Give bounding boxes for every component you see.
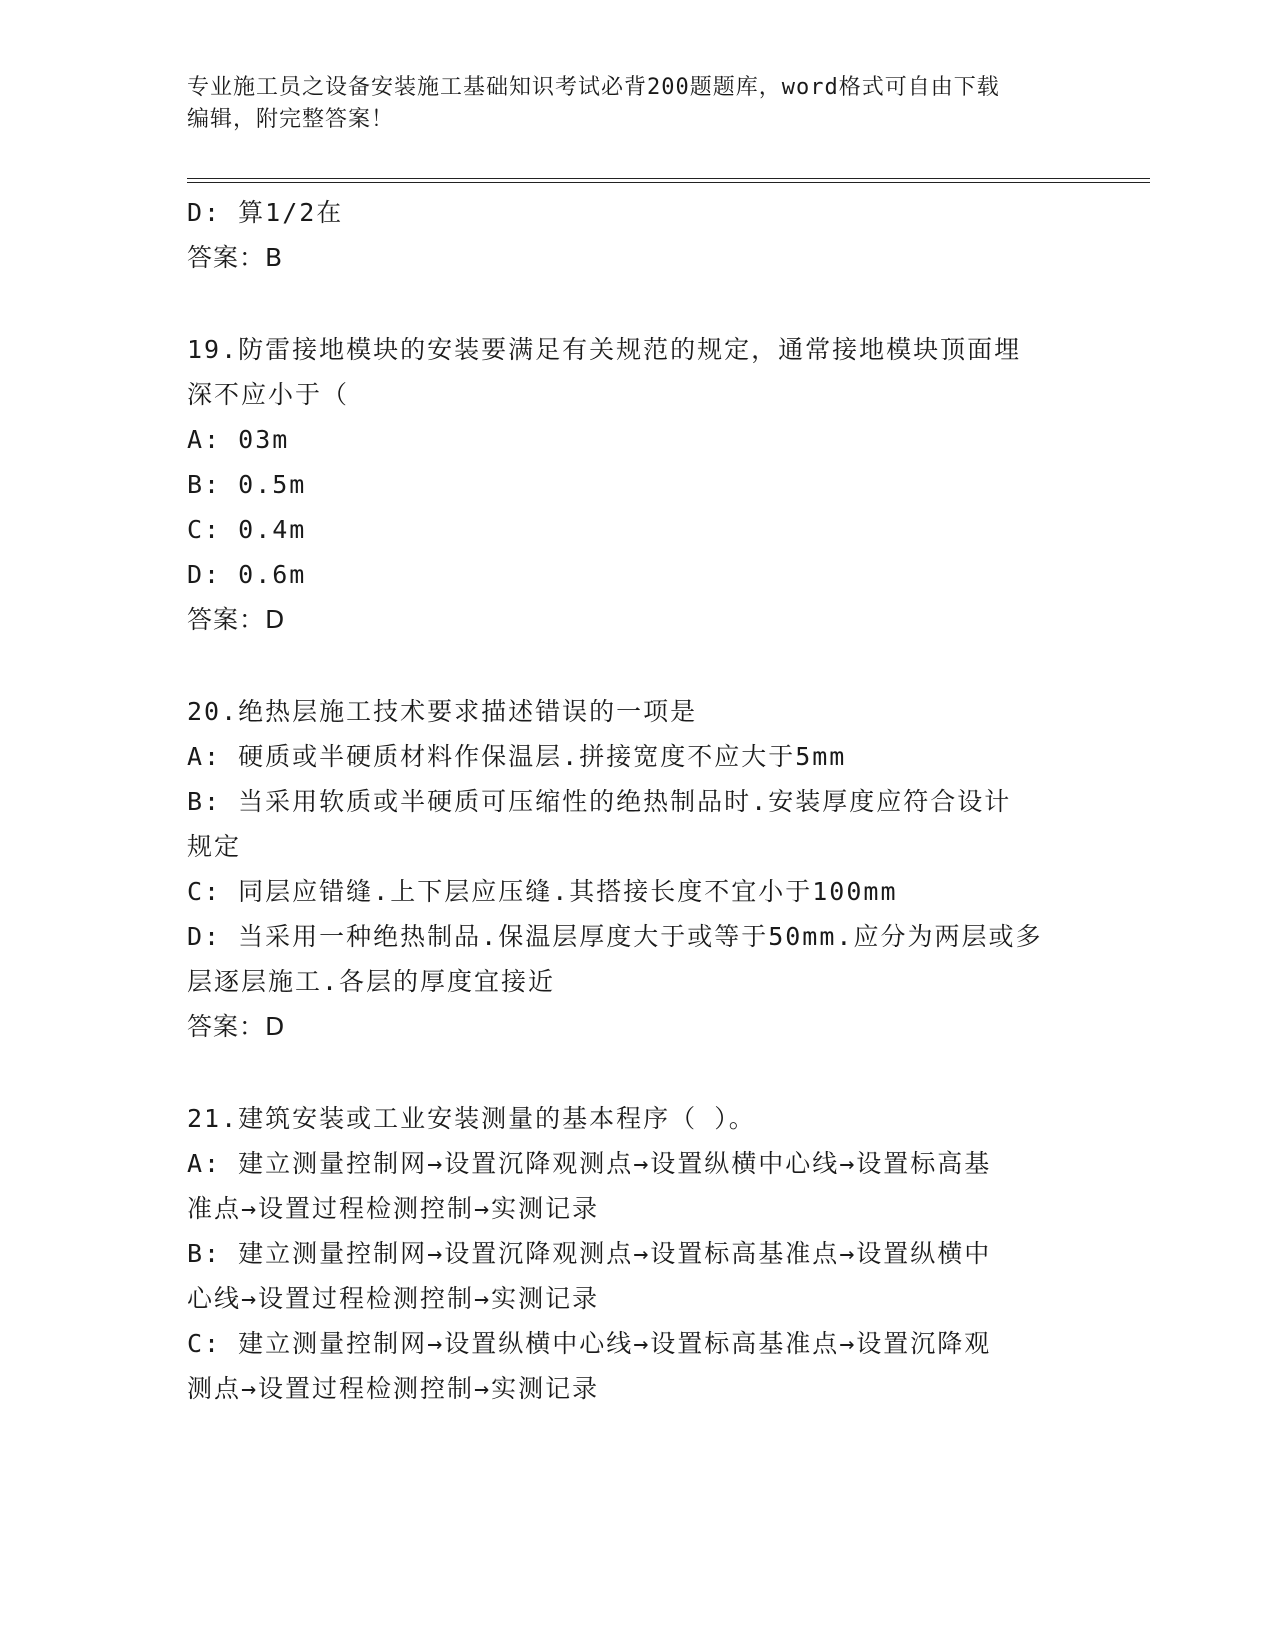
option-c: C: 建立测量控制网→设置纵横中心线→设置标高基准点→设置沉降观 [187,1329,992,1358]
option-a: A: 建立测量控制网→设置沉降观测点→设置纵横中心线→设置标高基 [187,1149,992,1178]
spacer [187,642,1087,689]
option-b: B: 建立测量控制网→设置沉降观测点→设置标高基准点→设置纵横中 [187,1239,992,1268]
option-b: B: 当采用软质或半硬质可压缩性的绝热制品时.安装厚度应符合设计 [187,787,1012,816]
answer-label: 答案：D [187,605,286,634]
option-c: C: 0.4m [187,515,307,544]
option-d: D: 当采用一种绝热制品.保温层厚度大于或等于50mm.应分为两层或多 [187,922,1043,951]
option-c-continued: 测点→设置过程检测控制→实测记录 [187,1374,600,1403]
answer-label: 答案：D [187,1012,286,1041]
option-a: A: 硬质或半硬质材料作保温层.拼接宽度不应大于5mm [187,742,847,771]
option-d-continued: 层逐层施工.各层的厚度宜接近 [187,967,556,996]
option-b-continued: 规定 [187,832,242,861]
spacer [187,1049,1087,1096]
question-stem: 20.绝热层施工技术要求描述错误的一项是 [187,697,698,726]
question-stem: 21.建筑安装或工业安装测量的基本程序（ ）。 [187,1104,756,1133]
option-c: C: 同层应错缝.上下层应压缝.其搭接长度不宜小于100mm [187,877,898,906]
question-19 [187,327,1087,642]
document-header [187,72,1087,136]
header-title-line-2: 编辑，附完整答案！ [187,107,395,132]
option-a-continued: 准点→设置过程检测控制→实测记录 [187,1194,600,1223]
answer-label: 答案：B [187,243,284,272]
previous-question-tail [187,190,1087,280]
spacer [187,280,1087,327]
question-20 [187,689,1087,1049]
question-stem: 19.防雷接地模块的安装要满足有关规范的规定，通常接地模块顶面埋 [187,335,1022,364]
question-stem-continued: 深不应小于（ [187,380,350,409]
header-title-line-1: 专业施工员之设备安装施工基础知识考试必背200题题库，word格式可自由下载 [187,75,1000,100]
option-b: B: 0.5m [187,470,307,499]
option-d: D: 算1/2在 [187,198,344,227]
option-d: D: 0.6m [187,560,307,589]
option-a: A: 03m [187,425,290,454]
header-divider [187,178,1150,183]
question-21 [187,1096,1087,1411]
document-body [187,190,1087,1411]
option-b-continued: 心线→设置过程检测控制→实测记录 [187,1284,600,1313]
